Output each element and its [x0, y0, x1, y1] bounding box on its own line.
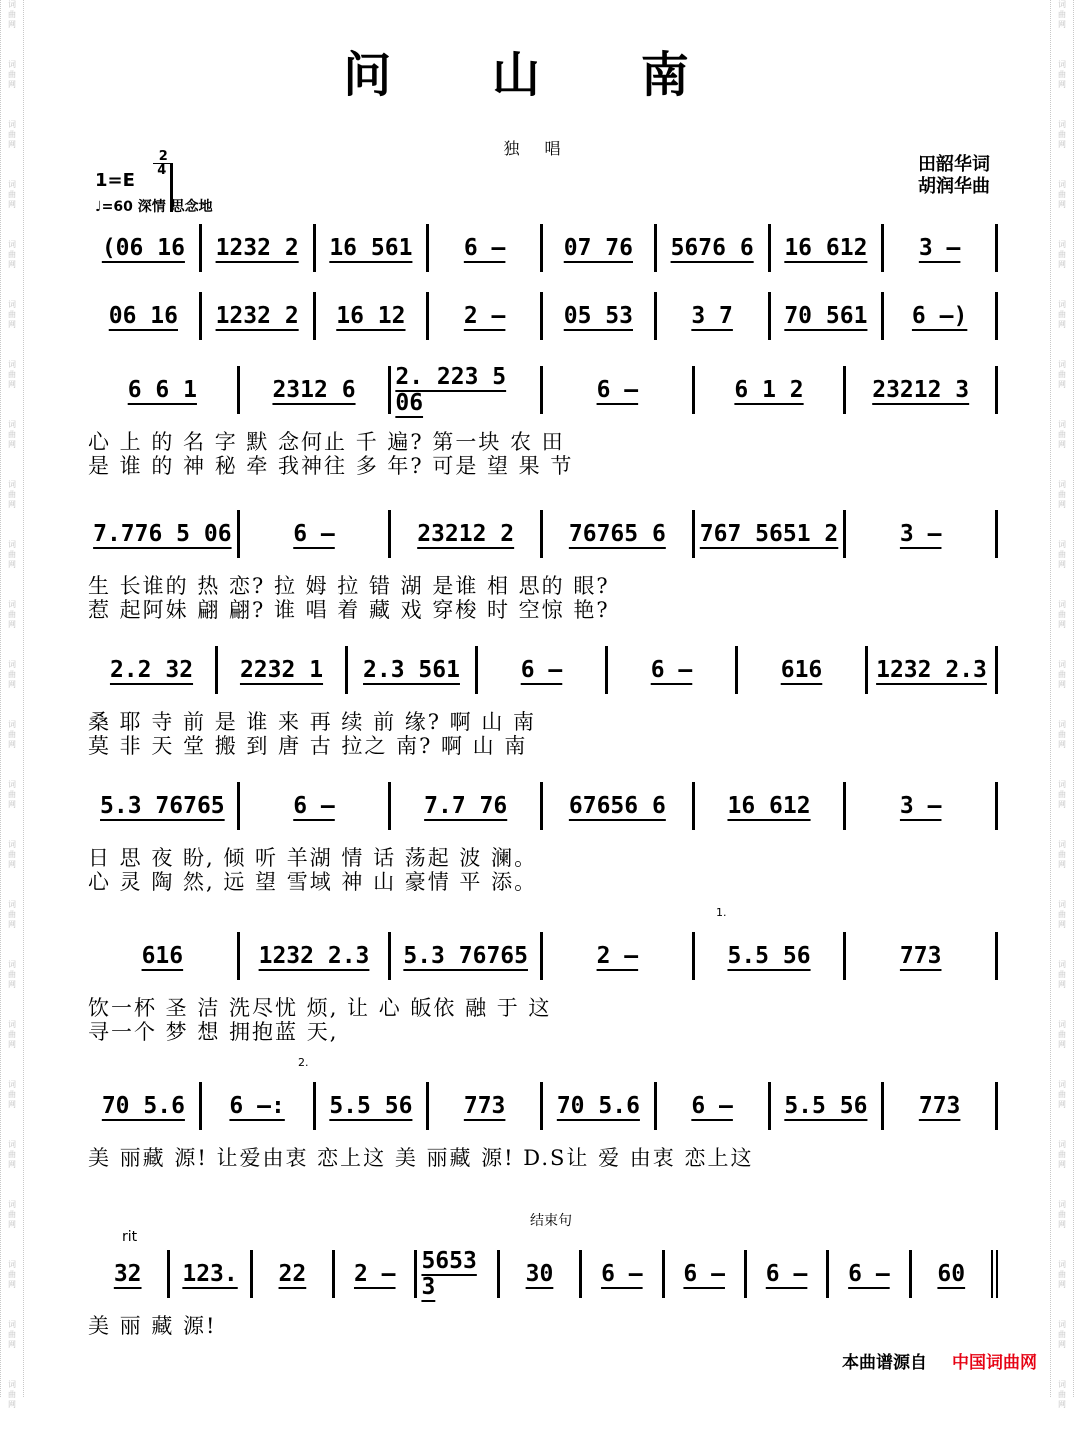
- ending-phrase-label: 结束句: [530, 1213, 572, 1229]
- measure-notes: 76765 6: [568, 521, 666, 547]
- measure-notes: 23212 2: [417, 521, 515, 547]
- measure-notes: 3 –: [899, 793, 942, 819]
- measure-notes: 70 561: [784, 303, 868, 329]
- measure-notes: 1232 2.3: [258, 943, 370, 969]
- watermark-text: 词 曲 网: [1058, 1380, 1066, 1409]
- measure: [884, 292, 998, 340]
- lyric-line: 桑 耶 寺 前 是 谁 来 再 续 前 缘? 啊 山 南: [88, 710, 537, 734]
- measure: [88, 224, 202, 272]
- watermark-text: 词 曲 网: [8, 360, 16, 389]
- watermark-text: 词 曲 网: [8, 300, 16, 329]
- measure: [429, 292, 543, 340]
- lyricist-credit: 田韶华词: [918, 154, 990, 175]
- measure-notes: 16 12: [336, 303, 406, 329]
- notation-line: [88, 366, 998, 414]
- watermark-text: 词 曲 网: [8, 1020, 16, 1049]
- measure-notes: 60: [937, 1261, 966, 1287]
- measure: [316, 1082, 430, 1130]
- measure-notes: 23212 3: [872, 377, 970, 403]
- watermark-text: 词 曲 网: [8, 960, 16, 989]
- watermark-text: 词 曲 网: [8, 840, 16, 869]
- watermark-text: 词 曲 网: [8, 120, 16, 149]
- measure: [695, 932, 847, 980]
- measure-notes: 16 612: [784, 235, 868, 261]
- measure: [88, 782, 240, 830]
- measure: [884, 224, 998, 272]
- measure: [665, 1250, 747, 1298]
- lyric-line: 惹 起阿妹 翩 翩? 谁 唱 着 藏 戏 穿梭 时 空惊 艳?: [88, 598, 610, 622]
- watermark-text: 词 曲 网: [8, 180, 16, 209]
- lyric-line: 心 上 的 名 字 默 念何止 千 遍? 第一块 农 田: [88, 430, 565, 454]
- measure: [391, 366, 543, 414]
- watermark-text: 词 曲 网: [1058, 240, 1066, 269]
- measure: [657, 224, 771, 272]
- song-title: 问 山 南: [343, 47, 731, 103]
- measure-notes: 5.5 56: [727, 943, 811, 969]
- measure-notes: 2. 223 5 06: [395, 364, 507, 416]
- watermark-text: 词 曲 网: [8, 900, 16, 929]
- notation-line: [88, 1082, 998, 1130]
- watermark-text: 词 曲 网: [1058, 900, 1066, 929]
- watermark-text: 词 曲 网: [1058, 1140, 1066, 1169]
- measure: [335, 1250, 417, 1298]
- measure: [202, 292, 316, 340]
- measure-notes: 2.2 32: [109, 657, 194, 683]
- measure: [88, 292, 202, 340]
- footer-source-label: 本曲谱源自: [842, 1353, 927, 1373]
- measure-notes: 30: [525, 1261, 554, 1287]
- measure-notes: 67656 6: [568, 793, 666, 819]
- measure: [543, 932, 695, 980]
- measure-notes: 6 –: [293, 793, 335, 819]
- measure-notes: 2232 1: [239, 657, 324, 683]
- measure: [846, 366, 998, 414]
- measure-notes: 123.: [182, 1261, 238, 1287]
- measure-notes: 70 5.6: [101, 1093, 185, 1119]
- measure: [202, 224, 316, 272]
- measure-notes: 5.3 76765: [403, 943, 528, 969]
- footer-site-link[interactable]: 中国词曲网: [952, 1353, 1037, 1373]
- watermark-text: 词 曲 网: [8, 420, 16, 449]
- measure: [747, 1250, 829, 1298]
- time-denominator: 4: [153, 163, 173, 212]
- measure-notes: 2 –: [353, 1261, 396, 1287]
- measure: [695, 782, 847, 830]
- lyric-line: 心 灵 陶 然, 远 望 雪域 神 山 豪情 平 添。: [88, 870, 538, 894]
- watermark-text: 词 曲 网: [8, 1380, 16, 1409]
- notation-line: [88, 510, 998, 558]
- lyric-line: 美 丽藏 源! 让爱由衷 恋上这 美 丽藏 源! D.S让 爱 由衷 恋上这: [88, 1146, 754, 1170]
- watermark-text: 词 曲 网: [8, 540, 16, 569]
- measure: [240, 510, 392, 558]
- notation-line: [88, 646, 998, 694]
- watermark-text: 词 曲 网: [8, 480, 16, 509]
- measure: [829, 1250, 911, 1298]
- measure: [316, 224, 430, 272]
- watermark-text: 词 曲 网: [8, 1080, 16, 1109]
- measure: [391, 782, 543, 830]
- time-numerator: 2: [158, 149, 168, 164]
- volta-2-label: 2.: [298, 1056, 309, 1069]
- rit-marking: rit: [122, 1229, 138, 1245]
- measure-notes: 6 –: [848, 1261, 890, 1287]
- measure-notes: 616: [780, 657, 823, 683]
- lyric-line: 是 谁 的 神 秘 牵 我神往 多 年? 可是 望 果 节: [88, 454, 574, 478]
- measure-notes: 773: [463, 1093, 506, 1119]
- volta-1-label: 1.: [716, 906, 727, 919]
- measure: [500, 1250, 582, 1298]
- measure-notes: 616: [141, 943, 184, 969]
- measure-notes: 773: [918, 1093, 961, 1119]
- watermark-text: 词 曲 网: [1058, 960, 1066, 989]
- measure: [316, 292, 430, 340]
- measure: [240, 932, 392, 980]
- watermark-text: 词 曲 网: [1058, 540, 1066, 569]
- measure-notes: (06 16: [101, 235, 185, 261]
- watermark-text: 词 曲 网: [1058, 1020, 1066, 1049]
- measure: [478, 646, 608, 694]
- measure: [253, 1250, 335, 1298]
- measure-notes: 6 –: [601, 1261, 643, 1287]
- watermark-text: 词 曲 网: [8, 1200, 16, 1229]
- measure-notes: 6 –: [650, 657, 693, 683]
- watermark-text: 词 曲 网: [8, 1320, 16, 1349]
- measure: [771, 224, 885, 272]
- composer-credit: 胡润华曲: [918, 176, 990, 197]
- measure-notes: 22: [278, 1261, 307, 1287]
- measure: [543, 782, 695, 830]
- watermark-text: 词 曲 网: [1058, 300, 1066, 329]
- watermark-text: 词 曲 网: [8, 1140, 16, 1169]
- measure: [771, 1082, 885, 1130]
- measure: [417, 1250, 499, 1298]
- measure: [543, 292, 657, 340]
- measure-notes: 6 –: [293, 521, 335, 547]
- lyric-line: 饮一杯 圣 洁 洗尽忧 烦, 让 心 皈依 融 于 这: [88, 996, 552, 1020]
- watermark-text: 词 曲 网: [1058, 180, 1066, 209]
- lyric-line: 美 丽 藏 源!: [88, 1314, 217, 1338]
- measure: [88, 510, 240, 558]
- measure: [695, 510, 847, 558]
- measure-notes: 5653 3: [421, 1248, 477, 1300]
- watermark-text: 词 曲 网: [1058, 1260, 1066, 1289]
- measure-notes: 5.5 56: [784, 1093, 868, 1119]
- measure-notes: 70 5.6: [556, 1093, 640, 1119]
- measure-notes: 7.7 76: [424, 793, 508, 819]
- measure-notes: 6 –: [683, 1261, 725, 1287]
- measure-notes: 767 5651 2: [699, 521, 839, 547]
- measure-notes: 06 16: [108, 303, 178, 329]
- watermark-text: 词 曲 网: [8, 720, 16, 749]
- measure-notes: 6 –:: [229, 1093, 285, 1119]
- measure: [657, 1082, 771, 1130]
- watermark-text: 词 曲 网: [1058, 360, 1066, 389]
- watermark-text: 词 曲 网: [1058, 60, 1066, 89]
- watermark-text: 词 曲 网: [1058, 420, 1066, 449]
- key-label: 1=E: [95, 170, 135, 191]
- measure: [738, 646, 868, 694]
- measure: [88, 366, 240, 414]
- notation-line: [88, 292, 998, 340]
- tempo-marking: ♩=60 深情 思念地: [95, 199, 213, 215]
- measure-notes: 5.5 56: [329, 1093, 413, 1119]
- performance-type: 独 唱: [503, 139, 571, 158]
- measure-notes: 2 –: [463, 303, 506, 329]
- measure-notes: 5676 6: [670, 235, 754, 261]
- lyric-line: 莫 非 天 堂 搬 到 唐 古 拉之 南? 啊 山 南: [88, 734, 528, 758]
- notation-line: [88, 224, 998, 272]
- lyric-line: 生 长谁的 热 恋? 拉 姆 拉 错 湖 是谁 相 思的 眼?: [88, 574, 610, 598]
- measure: [88, 1250, 170, 1298]
- measure: [543, 1082, 657, 1130]
- measure: [348, 646, 478, 694]
- measure-notes: 16 561: [329, 235, 413, 261]
- watermark-text: 词 曲 网: [1058, 660, 1066, 689]
- watermark-text: 词 曲 网: [8, 780, 16, 809]
- measure: [884, 1082, 998, 1130]
- measure: [846, 932, 998, 980]
- watermark-text: 词 曲 网: [1058, 1080, 1066, 1109]
- notation-line: [88, 1250, 998, 1298]
- notation-line: [88, 932, 998, 980]
- measure: [88, 646, 218, 694]
- watermark-text: 词 曲 网: [1058, 120, 1066, 149]
- watermark-strip-right: [1050, 0, 1074, 1409]
- measure-notes: 07 76: [563, 235, 633, 261]
- watermark-text: 词 曲 网: [8, 240, 16, 269]
- measure: [391, 510, 543, 558]
- measure-notes: 3 –: [899, 521, 942, 547]
- measure: [846, 782, 998, 830]
- measure-notes: 6 –: [463, 235, 506, 261]
- measure: [912, 1250, 998, 1298]
- notation-line: [88, 782, 998, 830]
- watermark-text: 词 曲 网: [1058, 780, 1066, 809]
- measure: [429, 1082, 543, 1130]
- measure: [543, 224, 657, 272]
- measure-notes: 1232 2.3: [876, 657, 987, 683]
- measure: [771, 292, 885, 340]
- measure: [88, 932, 240, 980]
- measure: [543, 366, 695, 414]
- watermark-text: 词 曲 网: [8, 660, 16, 689]
- measure: [218, 646, 348, 694]
- measure-notes: 2312 6: [272, 377, 356, 403]
- measure-notes: 16 612: [727, 793, 811, 819]
- measure-notes: 6 1 2: [734, 377, 804, 403]
- measure-notes: 05 53: [563, 303, 633, 329]
- measure: [391, 932, 543, 980]
- measure-notes: 6 –: [520, 657, 563, 683]
- watermark-text: 词 曲 网: [1058, 720, 1066, 749]
- measure: [657, 292, 771, 340]
- measure: [240, 782, 392, 830]
- measure-notes: 2.3 561: [363, 657, 460, 683]
- measure: [846, 510, 998, 558]
- watermark-text: 词 曲 网: [1058, 1320, 1066, 1349]
- measure-notes: 7.776 5 06: [93, 521, 232, 547]
- watermark-text: 词 曲 网: [8, 1260, 16, 1289]
- measure-notes: 2 –: [596, 943, 639, 969]
- measure-notes: 3 –: [918, 235, 961, 261]
- measure: [240, 366, 392, 414]
- measure: [582, 1250, 664, 1298]
- measure-notes: 773: [899, 943, 942, 969]
- measure-notes: 3 7: [691, 303, 733, 329]
- watermark-text: 词 曲 网: [8, 600, 16, 629]
- watermark-strip-left: [0, 0, 24, 1409]
- measure: [429, 224, 543, 272]
- measure-notes: 6 –: [596, 377, 639, 403]
- measure: [202, 1082, 316, 1130]
- watermark-text: 词 曲 网: [1058, 1200, 1066, 1229]
- measure-notes: 6 6 1: [127, 377, 197, 403]
- measure-notes: 6 –: [765, 1261, 808, 1287]
- measure: [170, 1250, 252, 1298]
- measure: [88, 1082, 202, 1130]
- watermark-text: 词 曲 网: [1058, 840, 1066, 869]
- measure-notes: 1232 2: [215, 235, 299, 261]
- watermark-text: 词 曲 网: [8, 60, 16, 89]
- watermark-text: 词 曲 网: [1058, 600, 1066, 629]
- lyric-line: 寻一个 梦 想 拥抱蓝 天,: [88, 1020, 339, 1044]
- measure: [543, 510, 695, 558]
- measure: [608, 646, 738, 694]
- measure-notes: 1232 2: [215, 303, 299, 329]
- measure-notes: 6 –: [691, 1093, 733, 1119]
- watermark-text: 词 曲 网: [8, 0, 16, 29]
- measure-notes: 5.3 76765: [100, 793, 225, 819]
- watermark-text: 词 曲 网: [1058, 480, 1066, 509]
- measure: [695, 366, 847, 414]
- measure-notes: 6 –): [911, 303, 968, 329]
- measure-notes: 32: [113, 1261, 142, 1287]
- watermark-text: 词 曲 网: [1058, 0, 1066, 29]
- lyric-line: 日 思 夜 盼, 倾 听 羊湖 情 话 荡起 波 澜。: [88, 846, 538, 870]
- measure: [868, 646, 998, 694]
